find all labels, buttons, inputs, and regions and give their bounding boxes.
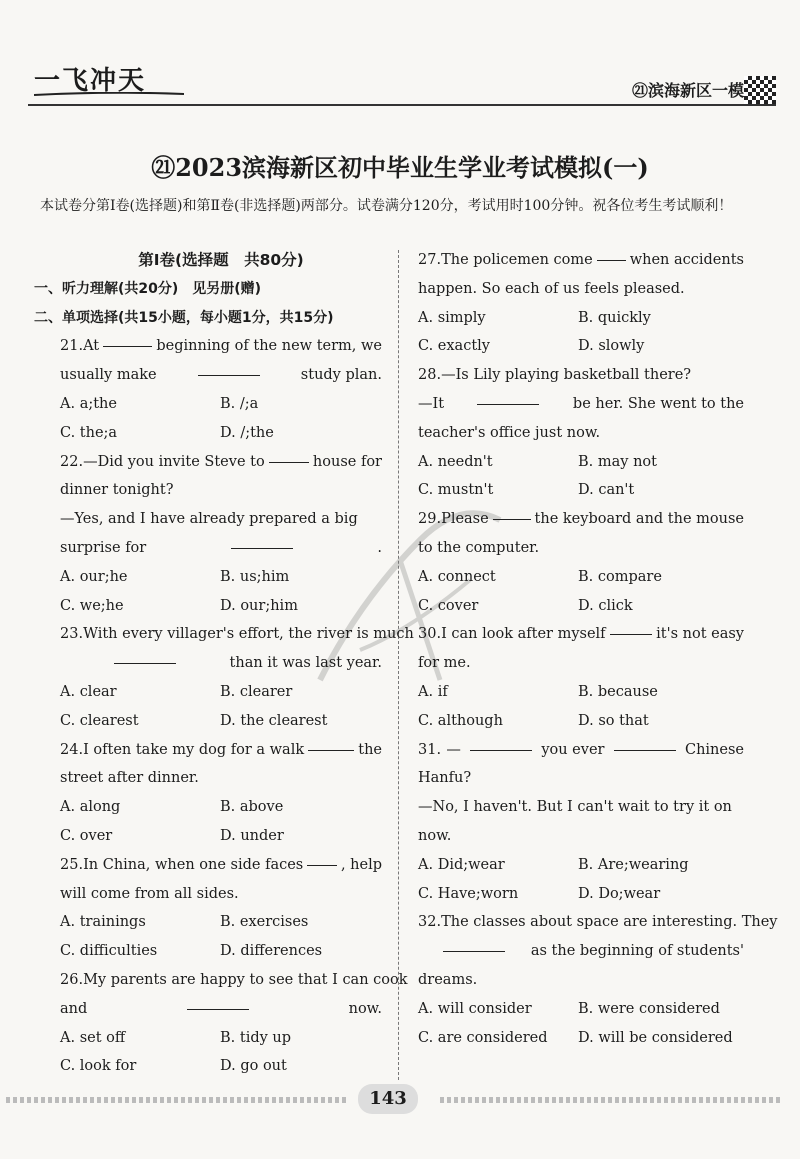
options-row [60,563,382,592]
right-column [418,246,778,1052]
options-row [60,1052,382,1081]
answer-blank[interactable] [477,390,539,405]
option-c[interactable]: C. we;he [60,597,124,614]
answer-blank[interactable] [308,736,354,751]
question-number: 32. [418,914,442,931]
question-line [418,966,744,995]
part-listening: 一、听力理解(共20分) 见另册(赠) [34,280,262,297]
option-d[interactable]: D. the clearest [220,712,328,729]
question-text: you ever [541,741,605,758]
question-text: —No, I haven't. But I can't wait to try it on [418,799,732,816]
question-line [60,332,382,361]
question-number: 24. [60,741,84,758]
column-divider [398,250,399,1080]
answer-blank[interactable] [610,620,653,635]
question-text: the keyboard and the mouse [534,511,744,528]
question-line [60,995,382,1024]
answer-blank[interactable] [187,995,249,1010]
question-text: —Is Lily playing basketball there? [441,367,692,384]
question-text: The classes about space are interesting. They [441,914,778,931]
section-title: 第Ⅰ卷(选择题 共80分) [138,251,304,269]
question-text: —Yes, and I have already prepared a big [60,511,358,528]
option-d[interactable]: D. go out [220,1058,287,1075]
question-line [418,764,744,793]
question-text: . [377,539,382,556]
question-line [418,793,744,822]
option-a[interactable]: A. simply [418,309,486,326]
option-c[interactable]: C. exactly [418,338,490,355]
answer-blank[interactable] [269,448,309,463]
options-row [418,448,744,477]
options-row [60,592,382,621]
option-d[interactable]: D. slowly [578,338,645,355]
option-b[interactable]: B. clearer [220,683,293,700]
answer-blank[interactable] [114,649,176,664]
question-text: dinner tonight? [60,482,174,499]
left-questions [60,332,414,1081]
question-line [60,880,382,909]
question-line [60,534,382,563]
question-line [418,908,778,937]
answer-blank[interactable] [103,332,152,347]
part-single-choice: 二、单项选择(共15小题，每小题1分，共15分) [34,309,334,326]
option-a[interactable]: A. our;he [60,568,128,585]
exam-tag: ㉑滨海新区一模 [631,81,744,100]
question-text: now. [348,1000,382,1017]
answer-blank[interactable] [614,736,676,751]
option-d[interactable]: D. click [578,597,633,614]
question-line [60,736,382,765]
question-text: Please [441,511,489,528]
options-row [60,908,382,937]
option-c[interactable]: C. difficulties [60,943,158,960]
answer-blank[interactable] [231,534,293,549]
option-a[interactable]: A. if [418,683,448,700]
question-line [60,966,408,995]
options-row [418,678,744,707]
question-line [60,361,382,390]
question-line [60,851,382,880]
options-row [418,304,744,333]
checker-pattern-icon [744,76,776,104]
question-line [418,937,744,966]
option-d[interactable]: D. so that [578,712,649,729]
question-line [418,505,744,534]
question-text: beginning of the new term, we [156,338,382,355]
question-24 [60,736,382,851]
option-b[interactable]: B. Are;wearing [578,856,689,873]
question-text: — [446,741,461,758]
options-row [60,419,382,448]
question-25 [60,851,382,966]
option-c[interactable]: C. clearest [60,712,139,729]
options-row [418,332,744,361]
question-number: 22. [60,453,84,470]
question-line [418,534,744,563]
option-c[interactable]: C. cover [418,597,479,614]
question-text: and [60,1000,88,1017]
options-row [60,707,382,736]
question-line [418,649,744,678]
question-32 [418,908,778,1052]
question-30 [418,620,744,735]
answer-blank[interactable] [493,505,531,520]
options-row [418,707,744,736]
option-b[interactable]: B. may not [578,453,657,470]
options-row [418,851,744,880]
question-text: dreams. [418,971,478,988]
question-line [418,246,744,275]
question-text: I often take my dog for a walk [83,741,305,758]
question-text: street after dinner. [60,770,199,787]
answer-blank[interactable] [307,851,337,866]
options-row [418,563,744,592]
options-row [418,1024,744,1053]
question-line [60,476,382,505]
question-number: 27. [418,252,442,268]
option-c[interactable]: C. the;a [60,424,118,441]
question-line [418,275,744,304]
option-a[interactable]: A. trainings [60,914,146,931]
question-number: 25. [60,856,84,873]
question-text: happen. So each of us feels pleased. [418,280,685,297]
question-number: 26. [60,971,84,988]
question-text: Chinese [684,741,744,758]
option-b[interactable]: B. above [220,799,284,816]
question-text: the [358,741,382,758]
option-d[interactable]: D. our;him [220,597,298,614]
question-28 [418,361,744,505]
option-d[interactable]: D. can't [578,482,635,499]
option-b[interactable]: B. /;a [220,395,259,412]
question-text: to the computer. [418,539,540,556]
options-row [60,390,382,419]
question-line [418,419,744,448]
question-number: 21. [60,338,84,355]
question-text: , help [340,856,382,873]
question-line [60,448,382,477]
option-c[interactable]: C. Have;worn [418,885,519,902]
option-c[interactable]: C. over [60,827,113,844]
question-text: when accidents [629,252,744,268]
question-text: now. [418,827,452,844]
options-row [60,678,382,707]
option-b[interactable]: B. were considered [578,1000,720,1017]
page-number: 143 [358,1084,418,1114]
option-a[interactable]: A. clear [60,683,117,700]
answer-blank[interactable] [443,937,505,952]
question-line [418,620,744,649]
question-line [418,390,744,419]
question-line [60,764,382,793]
question-text: surprise for [60,539,147,556]
option-a[interactable]: A. connect [418,568,496,585]
question-text: for me. [418,655,471,672]
option-a[interactable]: A. Did;wear [418,856,505,873]
option-c[interactable]: C. look for [60,1058,137,1075]
question-31 [418,736,744,909]
option-b[interactable]: B. quickly [578,309,651,326]
question-text: will come from all sides. [60,885,239,902]
option-d[interactable]: D. differences [220,943,323,960]
footer-dash-right [440,1097,780,1103]
question-26 [60,966,408,1081]
options-row [418,592,744,621]
answer-blank[interactable] [597,246,626,261]
question-text: The policemen come [441,252,593,268]
options-row [60,793,382,822]
option-d[interactable]: D. will be considered [578,1029,733,1046]
option-c[interactable]: C. mustn't [418,482,494,499]
question-21 [60,332,382,447]
option-d[interactable]: D. Do;wear [578,885,661,902]
option-a[interactable]: A. a;the [60,395,117,412]
question-text: In China, when one side faces [83,856,304,873]
question-text: With every villager's effort, the river is much [83,626,414,643]
question-text: At [83,338,100,355]
options-row [418,880,744,909]
option-d[interactable]: D. /;the [220,424,274,441]
question-line [418,822,744,851]
option-b[interactable]: B. compare [578,568,662,585]
options-row [418,995,744,1024]
option-d[interactable]: D. under [220,827,284,844]
question-line [60,505,382,534]
options-row [60,822,382,851]
question-27 [418,246,744,361]
exam-intro: 本试卷分第Ⅰ卷(选择题)和第Ⅱ卷(非选择题)两部分。试卷满分120分，考试用时100分钟。祝各位考生考试顺利！ [40,198,733,214]
question-text: be her. She went to the [572,395,744,412]
brand-logo: 一飞冲天 [34,66,147,96]
option-b[interactable]: B. because [578,683,658,700]
question-text: teacher's office just now. [418,424,601,441]
question-23 [60,620,414,735]
question-text: I can look after myself [441,626,606,643]
options-row [418,476,744,505]
option-a[interactable]: A. will consider [418,1000,532,1017]
footer-dash-left [6,1097,346,1103]
question-text: as the beginning of students' [530,943,744,960]
option-c[interactable]: C. although [418,712,503,729]
option-a[interactable]: A. set off [60,1029,126,1046]
answer-blank[interactable] [198,361,260,376]
option-b[interactable]: B. us;him [220,568,290,585]
exam-title: ㉑2023滨海新区初中毕业生学业考试模拟(一) [151,153,649,182]
question-line [60,620,414,649]
option-b[interactable]: B. exercises [220,914,309,931]
options-row [60,937,382,966]
option-b[interactable]: B. tidy up [220,1029,292,1046]
question-number: 28. [418,367,442,384]
header-rule [28,104,776,106]
option-a[interactable]: A. needn't [418,453,493,470]
question-text: than it was last year. [229,655,382,672]
options-row [60,1024,382,1053]
question-line [418,736,744,765]
question-text: My parents are happy to see that I can cook [83,971,408,988]
question-number: 30. [418,626,442,643]
question-29 [418,505,744,620]
brand-swoosh-icon [34,92,184,96]
left-column [34,246,414,1081]
question-22 [60,448,382,621]
option-c[interactable]: C. are considered [418,1029,548,1046]
question-number: 29. [418,511,442,528]
question-text: —It [418,395,445,412]
question-text: house for [312,453,382,470]
page-header [0,0,800,110]
question-text: —Did you invite Steve to [83,453,265,470]
question-number: 31. [418,741,442,758]
question-number: 23. [60,626,84,643]
question-text: it's not easy [656,626,744,643]
question-text: study plan. [300,367,382,384]
right-questions [418,246,778,1052]
question-text: usually make [60,367,157,384]
question-line [418,361,744,390]
question-line [60,649,382,678]
question-text: Hanfu? [418,770,472,787]
option-a[interactable]: A. along [60,799,121,816]
answer-blank[interactable] [470,736,532,751]
